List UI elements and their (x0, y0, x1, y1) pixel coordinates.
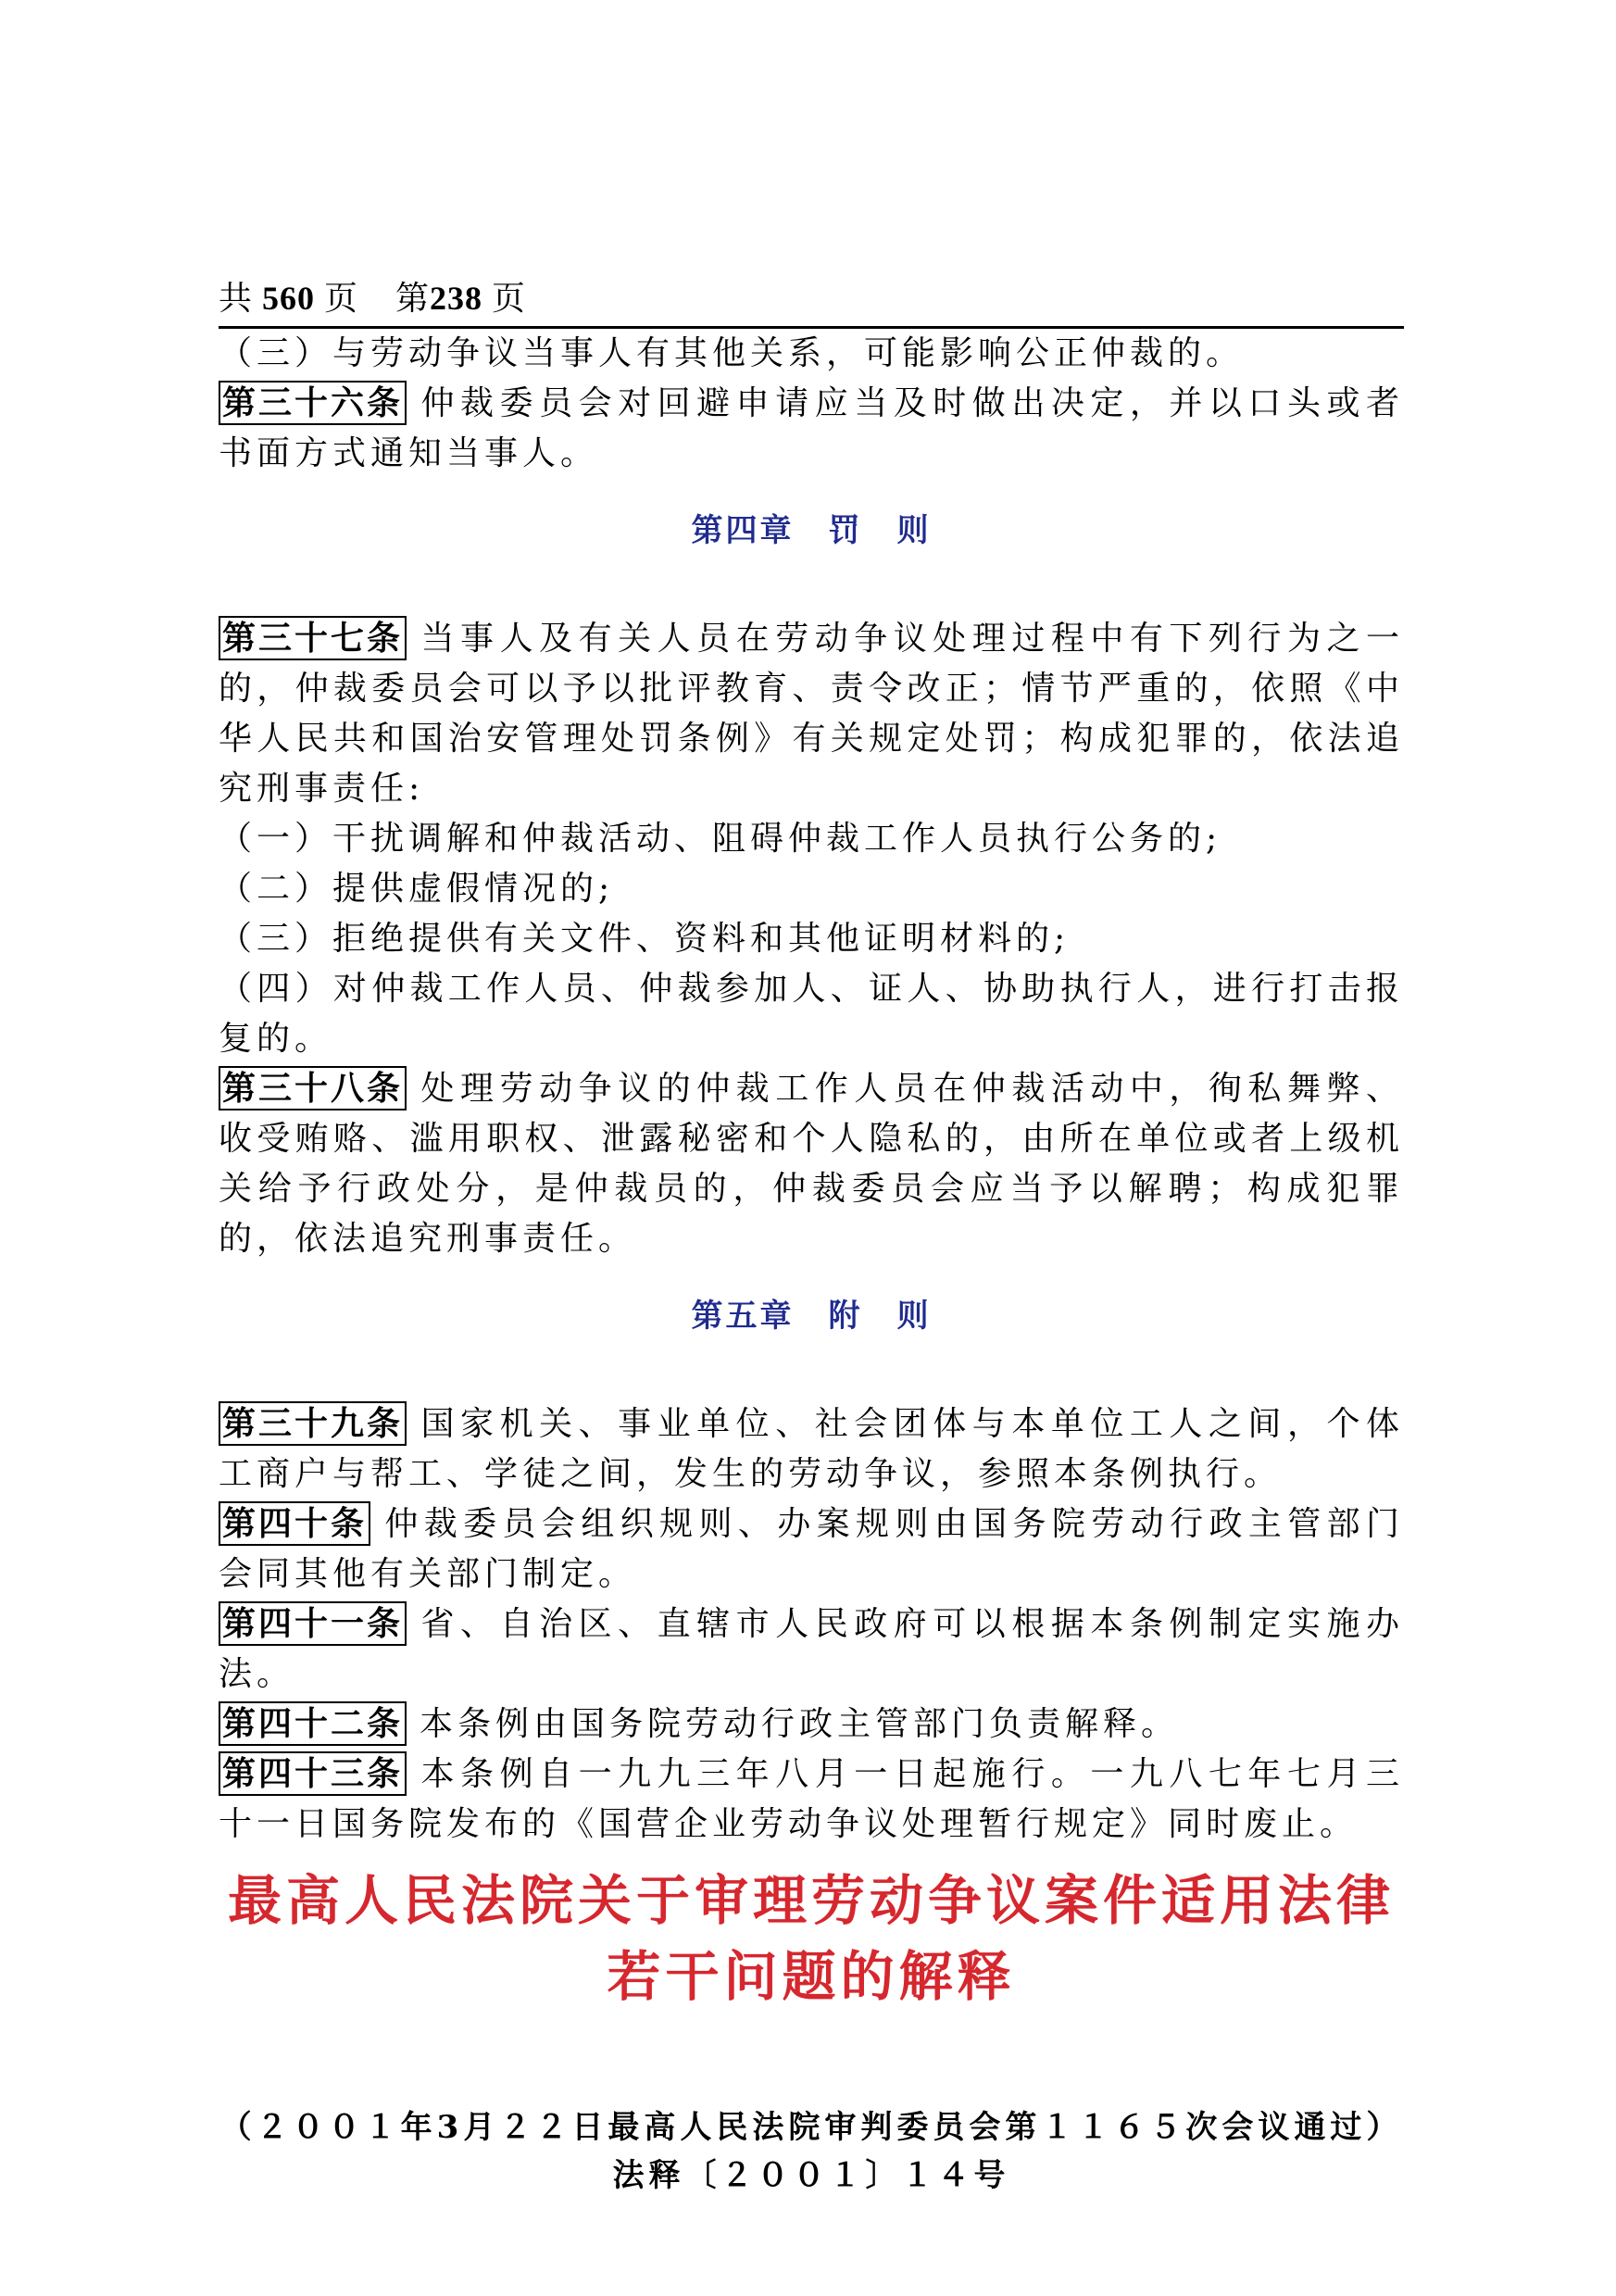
adoption-note: （２００１年3月２２日最高人民法院审判委员会第１１６５次会议通过） (219, 2109, 1403, 2146)
chapter-5-heading: 第五章 附 则 (691, 1298, 932, 1335)
total-pages-count: 560 (262, 280, 316, 317)
article-40-label: 第四十条 (219, 1501, 370, 1546)
article-37-text: 当事人及有关人员在劳动争议处理过程中有下列行为之一的，仲裁委员会可以予以批评教育、责令改正；情节严重的，依照《中华人民共和国治安管理处罚条例》有关规定处罚；构成犯罪的，依法追究刑事责任: (219, 620, 1404, 808)
spacer (219, 2014, 1404, 2103)
article-39-label: 第三十九条 (219, 1401, 407, 1446)
article-37-item-3: （三）拒绝提供有关文件、资料和其他证明材料的; (219, 920, 1071, 958)
article-43-text: 本条例自一九九三年八月一日起施行。一九八七年七月三十一日国务院发布的《国营企业劳动争议处理暂行规定》同时废止。 (219, 1755, 1404, 1843)
total-pages-prefix: 共 (219, 280, 254, 317)
current-page-suffix: 页 (492, 280, 527, 317)
article-37-label: 第三十七条 (219, 616, 407, 660)
article-36 (219, 379, 1404, 479)
item-conflict-of-interest: （三）与劳动争议当事人有其他关系，可能影响公正仲裁的。 (219, 334, 1245, 372)
document-title-line-2: 若干问题的解释 (607, 1945, 1016, 2008)
document-number: 法释〔２００１〕１４号 (612, 2157, 1010, 2194)
article-41-label: 第四十一条 (219, 1601, 407, 1646)
article-39 (219, 1399, 1404, 1499)
article-37-item-4: （四）对仲裁工作人员、仲裁参加人、证人、协助执行人，进行打击报复的。 (219, 970, 1404, 1058)
article-40 (219, 1499, 1404, 1600)
article-36-text: 仲裁委员会对回避申请应当及时做出决定，并以口头或者书面方式通知当事人。 (219, 384, 1404, 472)
chapter-4-heading: 第四章 罚 则 (691, 512, 932, 549)
article-43-label: 第四十三条 (219, 1751, 407, 1796)
document-title-line-1: 最高人民法院关于审理劳动争议案件适用法律 (227, 1869, 1395, 1932)
article-39-text: 国家机关、事业单位、社会团体与本单位工人之间，个体工商户与帮工、学徒之间，发生的劳动争议，参照本条例执行。 (219, 1405, 1404, 1493)
article-42 (219, 1700, 1404, 1750)
article-38-label: 第三十八条 (219, 1066, 407, 1110)
current-page-number: 238 (430, 280, 483, 317)
current-page-prefix: 第 (395, 280, 431, 317)
total-pages-suffix: 页 (324, 280, 359, 317)
page-header (219, 278, 1404, 329)
article-42-text: 本条例由国务院劳动行政主管部门负责解释。 (420, 1705, 1180, 1743)
article-36-label: 第三十六条 (219, 381, 407, 425)
article-41-text: 省、自治区、直辖市人民政府可以根据本条例制定实施办法。 (219, 1605, 1404, 1693)
article-42-label: 第四十二条 (219, 1701, 407, 1746)
document-page (219, 278, 1404, 2200)
document-title (219, 1863, 1404, 2014)
article-37-item-1: （一）干扰调解和仲裁活动、阻碍仲裁工作人员执行公务的; (219, 820, 1222, 858)
article-41 (219, 1600, 1404, 1700)
article-38-text: 处理劳动争议的仲裁工作人员在仲裁活动中，徇私舞弊、收受贿赂、滥用职权、泄露秘密和个人隐私的，由所在单位或者上级机关给予行政处分，是仲裁员的，仲裁委员会应当予以解聘；构成犯罪的，依法追究刑事责任。 (219, 1070, 1404, 1258)
article-37 (219, 614, 1404, 814)
article-37-item-2: （二）提供虚假情况的; (219, 870, 615, 908)
article-40-text: 仲裁委员会组织规则、办案规则由国务院劳动行政主管部门会同其他有关部门制定。 (219, 1505, 1404, 1593)
article-43 (219, 1750, 1404, 1850)
article-38 (219, 1064, 1404, 1264)
